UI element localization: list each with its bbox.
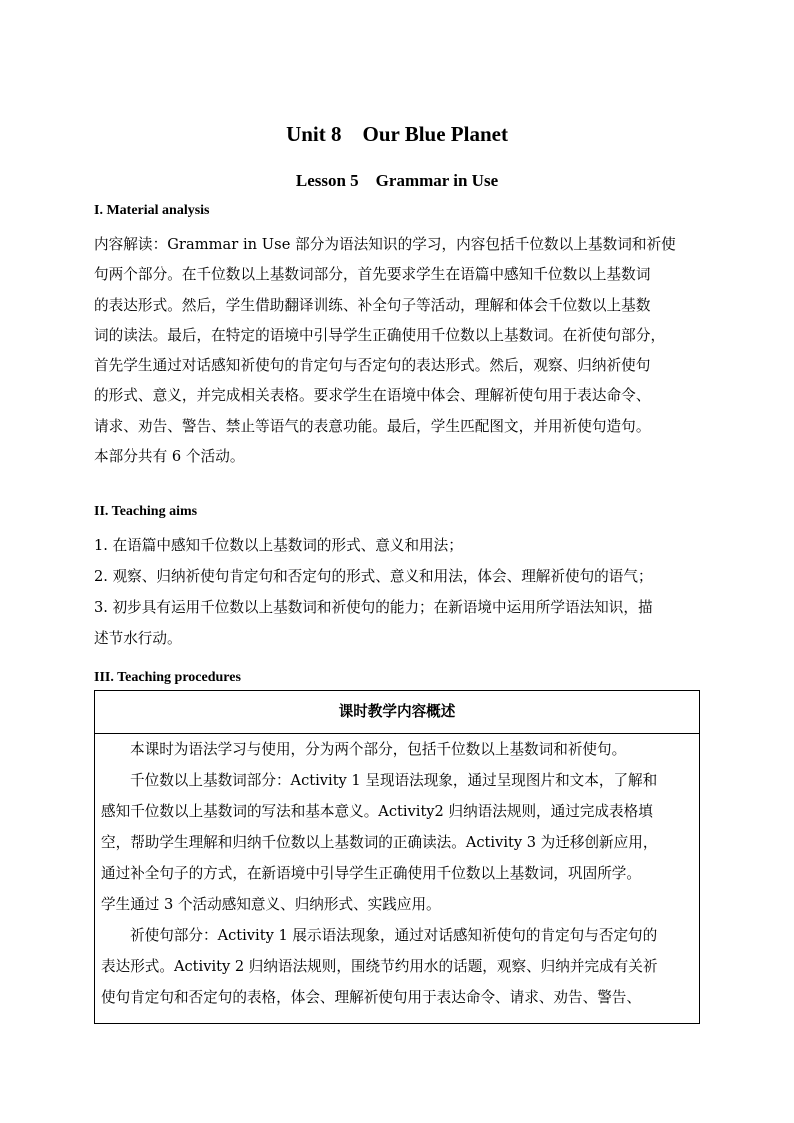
table-header: 课时教学内容概述 — [95, 691, 699, 734]
table-body — [95, 734, 699, 1013]
material-analysis-heading: I. Material analysis — [94, 203, 210, 218]
table-line: 通过补全句子的方式，在新语境中引导学生正确使用千位数以上基数词，巩固所学。 — [101, 865, 641, 882]
aim-item: 1. 在语篇中感知千位数以上基数词的形式、意义和用法； — [94, 537, 463, 554]
paragraph-line: 句两个部分。在千位数以上基数词部分，首先要求学生在语篇中感知千位数以上基数词 — [94, 266, 651, 284]
teaching-aims-heading: II. Teaching aims — [94, 504, 198, 519]
table-line: 感知千位数以上基数词的写法和基本意义。Activity2 归纳语法规则，通过完成表格填 — [101, 803, 653, 820]
teaching-aims-list — [94, 530, 700, 654]
unit-title: Unit 8 Our Blue Planet — [286, 122, 508, 146]
material-analysis-paragraph — [94, 230, 700, 472]
table-line: 使句肯定句和否定句的表格，体会、理解祈使句用于表达命令、请求、劝告、警告、 — [101, 989, 641, 1006]
table-line: 空，帮助学生理解和归纳千位数以上基数词的正确读法。Activity 3 为迁移创新应用， — [101, 834, 658, 851]
paragraph-line: 首先学生通过对话感知祈使句的肯定句与否定句的表达形式。然后，观察、归纳祈使句 — [94, 357, 651, 375]
aim-item: 3. 初步具有运用千位数以上基数词和祈使句的能力；在新语境中运用所学语法知识，描 — [94, 599, 653, 616]
paragraph-line: 请求、劝告、警告、禁止等语气的表意功能。最后，学生匹配图文，并用祈使句造句。 — [94, 417, 651, 435]
table-line: 千位数以上基数词部分：Activity 1 呈现语法现象，通过呈现图片和文本，了解和 — [130, 772, 658, 789]
aim-item: 述节水行动。 — [94, 630, 182, 647]
aim-item: 2. 观察、归纳祈使句肯定句和否定句的形式、意义和用法，体会、理解祈使句的语气； — [94, 568, 653, 585]
teaching-procedures-heading: III. Teaching procedures — [94, 670, 241, 685]
paragraph-line: 词的读法。最后，在特定的语境中引导学生正确使用千位数以上基数词。在祈使句部分， — [94, 326, 666, 344]
lesson-subtitle: Lesson 5 Grammar in Use — [295, 171, 499, 190]
lesson-overview-table — [94, 690, 700, 1024]
paragraph-line: 的表达形式。然后，学生借助翻译训练、补全句子等活动，理解和体会千位数以上基数 — [94, 296, 651, 314]
table-line: 本课时为语法学习与使用，分为两个部分，包括千位数以上基数词和祈使句。 — [130, 741, 627, 758]
paragraph-line: 的形式、意义，并完成相关表格。要求学生在语境中体会、理解祈使句用于表达命令、 — [94, 387, 651, 405]
paragraph-line: 内容解读：Grammar in Use 部分为语法知识的学习，内容包括千位数以上基数词和祈使 — [94, 236, 676, 253]
table-line: 学生通过 3 个活动感知意义、归纳形式、实践应用。 — [101, 896, 441, 913]
paragraph-line: 本部分共有 6 个活动。 — [94, 448, 245, 466]
table-line: 表达形式。Activity 2 归纳语法规则，围绕节约用水的话题，观察、归纳并完成有关祈 — [101, 958, 658, 975]
table-line: 祈使句部分：Activity 1 展示语法现象，通过对话感知祈使句的肯定句与否定句的 — [130, 927, 658, 944]
